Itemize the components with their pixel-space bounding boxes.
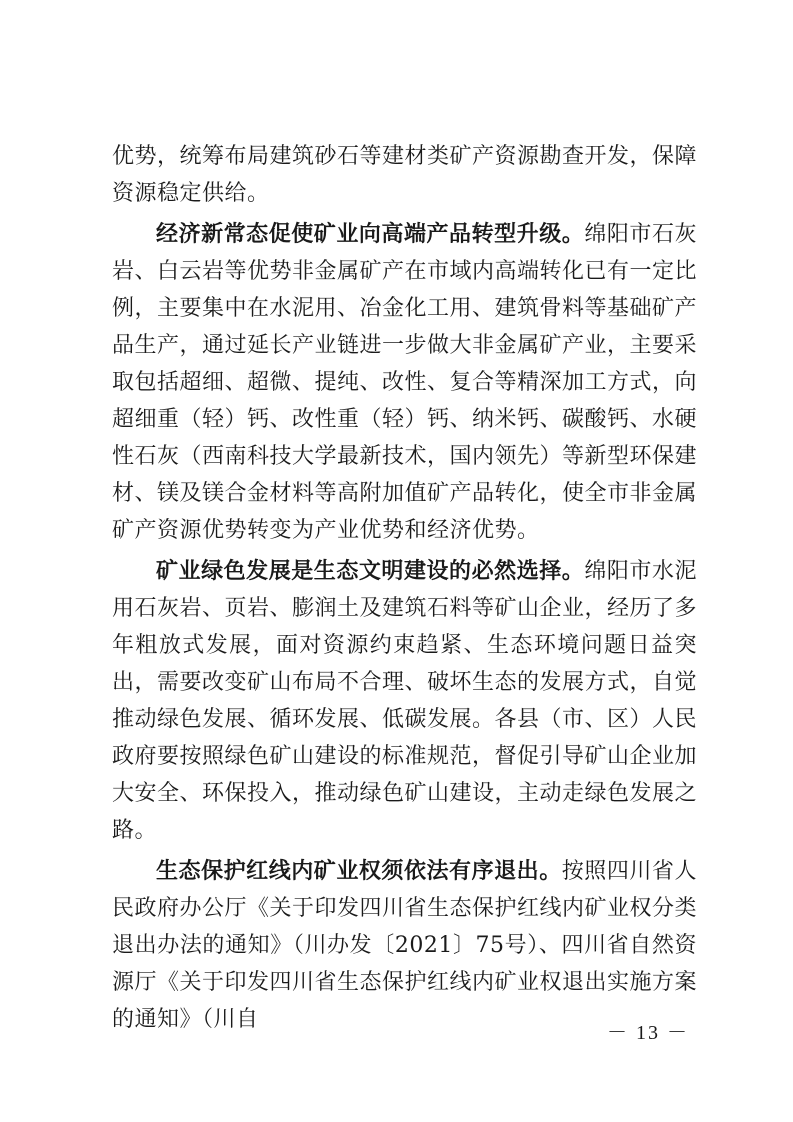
paragraph-4	[112, 853, 697, 1038]
paragraph-1	[112, 138, 697, 212]
page-number: － 13 －	[607, 1022, 689, 1044]
paragraph-3-text: 绵阳市水泥用石灰岩、页岩、膨润土及建筑石料等矿山企业，经历了多年粗放式发展，面对资源约束趋紧、生态环境问题日益突出，需要改变矿山布局不合理、破坏生态的发展方式，自觉推动绿色发展、循环发展、低碳发展。各县（市、区）人民政府要按照绿色矿山建设的标准规范，督促引导矿山企业加大安全、环保投入，推动绿色矿山建设，主动走绿色发展之路。	[112, 559, 698, 843]
paragraph-2-text: 绵阳市石灰岩、白云岩等优势非金属矿产在市域内高端转化已有一定比例，主要集中在水泥用、冶金化工用、建筑骨料等基础矿产品生产，通过延长产业链进一步做大非金属矿产业，主要采取包括超细、超微、提纯、改性、复合等精深加工方式，向超细重（轻）钙、改性重（轻）钙、纳米钙、碳酸钙、水硬性石灰（西南科技大学最新技术，国内领先）等新型环保建材、镁及镁合金材料等高附加值矿产品转化，使全市非金属矿产资源优势转变为产业优势和经济优势。	[112, 222, 698, 543]
paragraph-2	[112, 216, 697, 549]
paragraph-3	[112, 553, 697, 849]
paragraph-2-lead: 经济新常态促使矿业向高端产品转型升级。	[156, 222, 585, 247]
document-body	[112, 138, 697, 1042]
paragraph-3-lead: 矿业绿色发展是生态文明建设的必然选择。	[156, 559, 585, 584]
paragraph-4-text: 按照四川省人民政府办公厅《关于印发四川省生态保护红线内矿业权分类退出办法的通知》（川办发〔2021〕75号）、四川省自然资源厅《关于印发四川省生态保护红线内矿业权退出实施方案的通知》（川自	[112, 859, 698, 1032]
paragraph-1-text: 优势，统筹布局建筑砂石等建材类矿产资源勘查开发，保障资源稳定供给。	[112, 144, 698, 206]
paragraph-4-lead: 生态保护红线内矿业权须依法有序退出。	[156, 859, 562, 884]
